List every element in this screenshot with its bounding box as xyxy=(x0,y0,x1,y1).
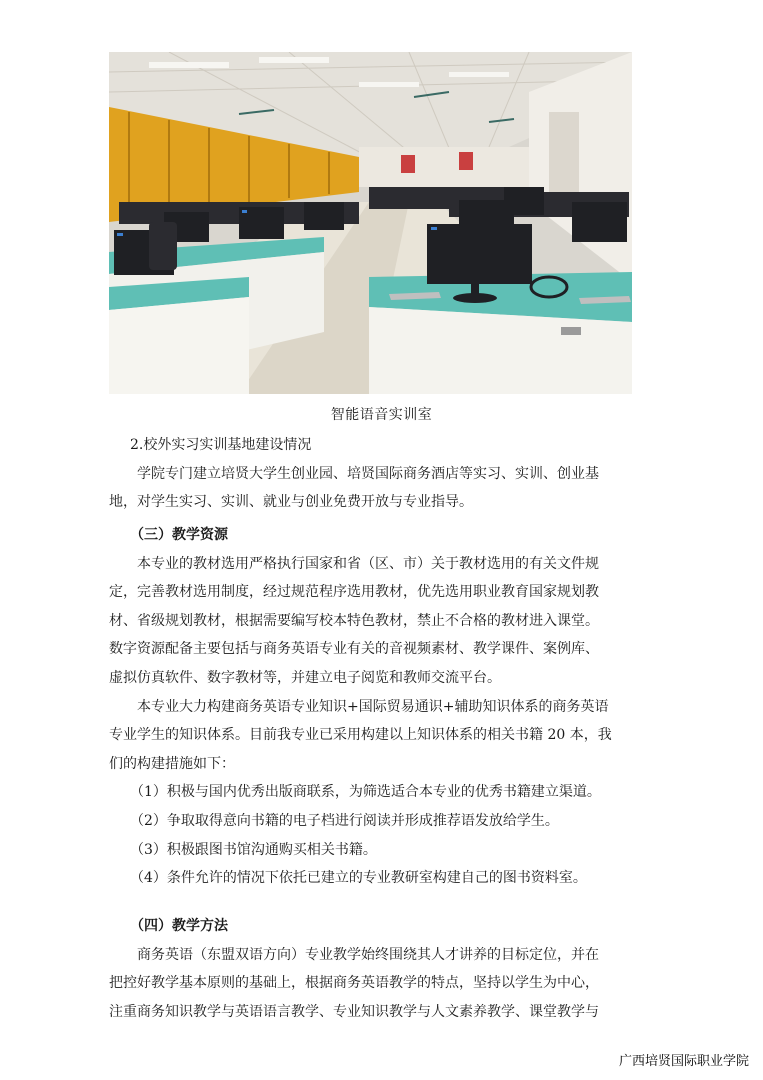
measure-item: （4）条件允许的情况下依托已建立的专业教研室构建自己的图书资料室。 xyxy=(130,870,587,887)
section-2-line: 学院专门建立培贤大学生创业园、培贤国际商务酒店等实习、实训、创业基 xyxy=(137,465,599,482)
paragraph-line: 们的构建措施如下： xyxy=(109,755,235,772)
section-3-paragraph-1 xyxy=(109,550,655,693)
paragraph-line: 虚拟仿真软件、数字教材等，并建立电子阅览和教师交流平台。 xyxy=(109,669,501,686)
section-3-paragraph-2 xyxy=(109,693,655,779)
paragraph-line: 数字资源配备主要包括与商务英语专业有关的音视频素材、教学课件、案例库、 xyxy=(109,641,599,658)
paragraph-line: 注重商务知识教学与英语语言教学、专业知识教学与人文素养教学、课堂教学与 xyxy=(109,1003,599,1020)
photo-caption: 智能语音实训室 xyxy=(330,407,433,423)
measure-item: （1）积极与国内优秀出版商联系，为筛选适合本专业的优秀书籍建立渠道。 xyxy=(130,784,601,801)
section-3-heading: （三）教学资源 xyxy=(130,527,228,543)
section-4-body xyxy=(109,941,655,1027)
section-2-body xyxy=(109,460,655,517)
training-room-photo xyxy=(109,52,632,394)
paragraph-line: 商务英语（东盟双语方向）专业教学始终围绕其人才讲养的目标定位，并在 xyxy=(137,946,599,963)
classroom-illustration xyxy=(109,52,632,394)
section-4 xyxy=(109,912,655,1026)
section-2-heading: 2.校外实习实训基地建设情况 xyxy=(130,437,312,453)
paragraph-line: 把控好教学基本原则的基础上，根据商务英语教学的特点，坚持以学生为中心， xyxy=(109,975,599,992)
paragraph-line: 本专业的教材选用严格执行国家和省（区、市）关于教材选用的有关文件规 xyxy=(137,555,599,572)
paragraph-line: 本专业大力构建商务英语专业知识+国际贸易通识+辅助知识体系的商务英语 xyxy=(137,698,609,715)
section-2 xyxy=(109,431,655,517)
section-4-heading: （四）教学方法 xyxy=(130,918,228,934)
paragraph-line: 专业学生的知识体系。目前我专业已采用构建以上知识体系的相关书籍 20 本，我 xyxy=(109,727,612,744)
measures-list xyxy=(109,778,655,892)
measure-item: （2）争取取得意向书籍的电子档进行阅读并形成推荐语发放给学生。 xyxy=(130,812,559,829)
section-2-line: 地，对学生实习、实训、就业与创业免费开放与专业指导。 xyxy=(109,494,473,511)
section-3 xyxy=(109,521,655,893)
paragraph-line: 定，完善教材选用制度，经过规范程序选用教材，优先选用职业教育国家规划教 xyxy=(109,584,599,601)
measure-item: （3）积极跟图书馆沟通购买相关书籍。 xyxy=(130,841,377,858)
paragraph-line: 材、省级规划教材，根据需要编写校本特色教材，禁止不合格的教材进入课堂。 xyxy=(109,612,599,629)
footer-institution-name: 广西培贤国际职业学院 xyxy=(618,1054,749,1069)
